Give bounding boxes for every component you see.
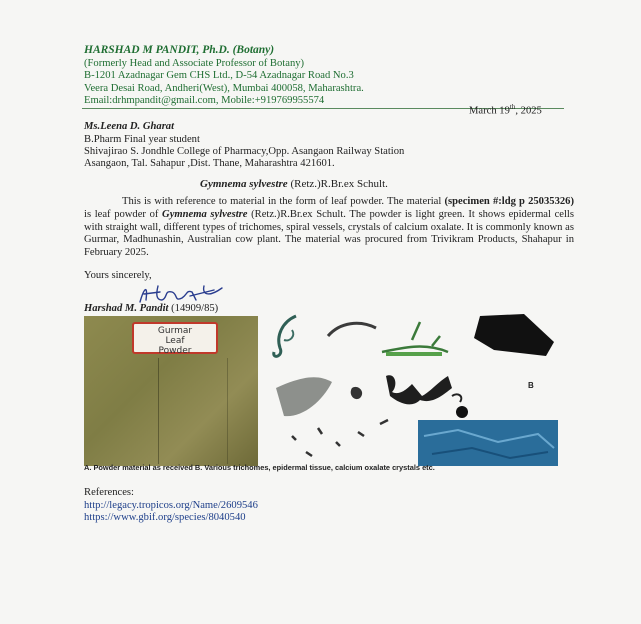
reference-link-gbif[interactable]: https://www.gbif.org/species/8040540 xyxy=(84,512,246,523)
letterhead-line: B-1201 Azadnagar Gem CHS Ltd., D-54 Azadnagar Road No.3 xyxy=(84,70,354,81)
letterhead-name: HARSHAD M PANDIT, Ph.D. (Botany) xyxy=(84,44,275,56)
recipient-line: Shivajirao S. Jondhle College of Pharmacy,Opp. Asangaon Railway Station xyxy=(84,146,405,157)
letter-date: March 19th, 2025 xyxy=(469,103,542,117)
recipient-name: Ms.Leena D. Gharat xyxy=(84,121,175,132)
references-heading: References: xyxy=(84,487,134,498)
recipient-line: B.Pharm Final year student xyxy=(84,134,200,145)
reference-link-tropicos[interactable]: http://legacy.tropicos.org/Name/2609546 xyxy=(84,500,258,511)
closing: Yours sincerely, xyxy=(84,270,152,281)
recipient-address: Asangaon, Tal. Sahapur ,Dist. Thane, Maharashtra 421601. xyxy=(84,158,335,169)
microscopy-panel xyxy=(262,312,562,468)
powder-sample-photo xyxy=(84,316,258,466)
letterhead-line: (Formerly Head and Associate Professor of Botany) xyxy=(84,58,305,69)
sample-label-card: Gurmar Leaf Powder xyxy=(132,322,218,354)
letterhead-line: Veera Desai Road, Andheri(West), Mumbai 400058, Maharashtra. xyxy=(84,83,364,94)
letter-body: This is with reference to material in the form of leaf powder. The material (specimen #:ldg p 25035326) is leaf powder of Gymnema sylvestre (Retz.)R.Br.ex Schult. The powder is light green. It shows epidermal cells with straight wall, different types of trichomes, spiral vessels, crystals of calcium oxalate. It is commonly known as Gurmar, Madhunashin, Australian cow plant. The material was procured from Trivikram Products, Shahapur in February 2025. xyxy=(84,196,574,259)
signatory: Harshad M. Pandit (14909/85) xyxy=(84,303,219,314)
bag-printing xyxy=(158,358,228,464)
figure-caption: A. Powder material as received B. Various trichomes, epidermal tissue, calcium oxalate crystals etc. xyxy=(84,463,435,472)
panel-b-label: B xyxy=(528,381,534,390)
letterhead-contact: Email:drhmpandit@gmail.com, Mobile:+919769955574 xyxy=(84,95,325,106)
species-title: Gymnema sylvestre (Retz.)R.Br.ex Schult. xyxy=(200,178,388,190)
